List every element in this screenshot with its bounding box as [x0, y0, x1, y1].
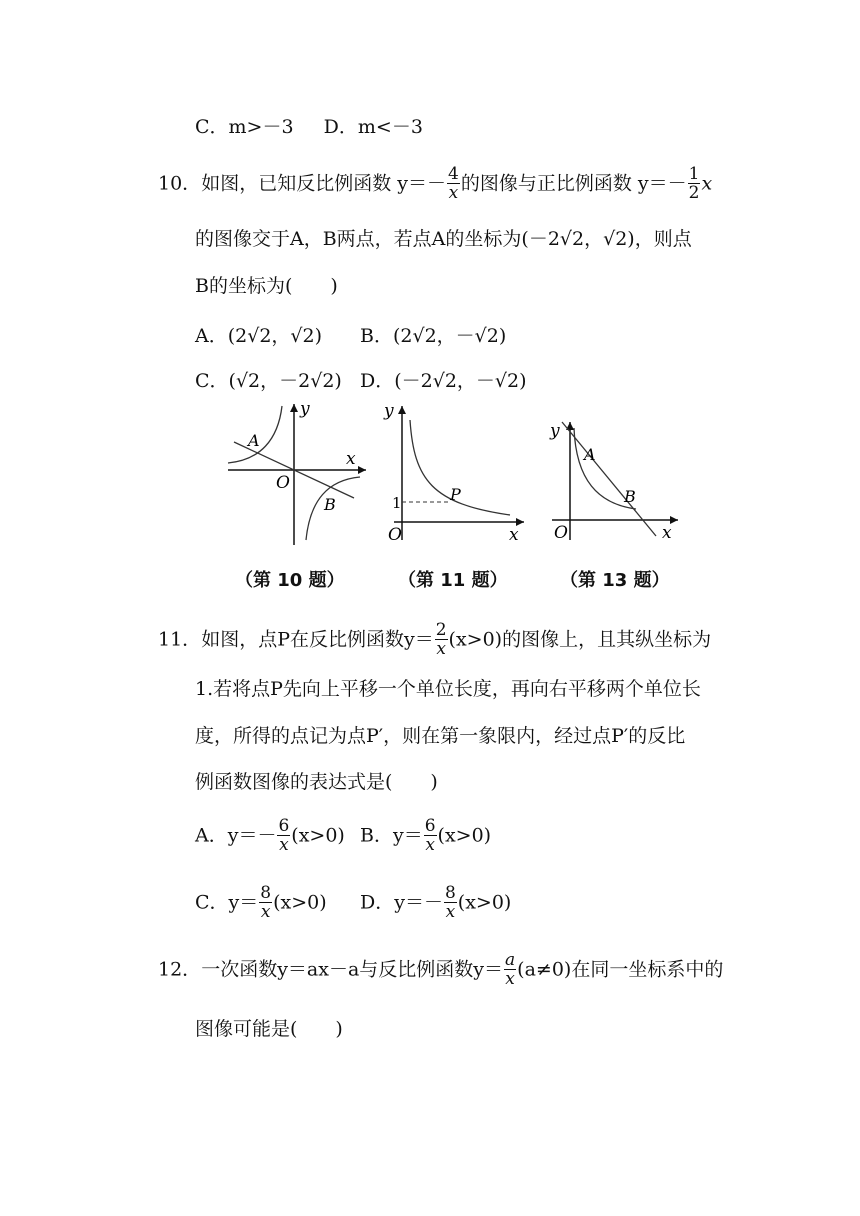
numerator: 8	[444, 883, 456, 903]
q11-option-b	[360, 818, 491, 855]
label-y: y	[550, 421, 560, 441]
q11-text-rest: (x>0)的图像上，且其纵坐标为	[448, 628, 712, 651]
option-suffix: (x>0)	[457, 891, 512, 914]
label-b: B	[624, 487, 636, 506]
y-arrow	[290, 404, 298, 412]
figure-10	[220, 400, 370, 550]
option-suffix: (x>0)	[437, 824, 492, 847]
option-fraction	[277, 818, 290, 855]
denominator: x	[445, 902, 456, 922]
denominator: x	[279, 835, 289, 855]
q9-option-c: C．m>－3	[195, 116, 294, 138]
q11-func-fraction	[435, 622, 448, 659]
label-a: A	[584, 445, 596, 464]
label-o: O	[388, 525, 402, 545]
denominator: x	[425, 835, 435, 855]
numerator: 2	[435, 620, 447, 640]
q10-option-d: D．(－2√2，－√2)	[360, 370, 527, 392]
q11-line3: 度，所得的点记为点P′，则在第一象限内，经过点P′的反比	[195, 725, 686, 747]
line-ab	[562, 422, 656, 536]
q10-option-c: C．(√2，－2√2)	[195, 370, 342, 392]
numerator: a	[505, 950, 516, 970]
numerator: 8	[260, 883, 272, 903]
q11-option-d	[360, 885, 511, 922]
q10-func2-fraction	[688, 166, 701, 203]
q10-text: 如图，已知反比例函数	[201, 172, 392, 195]
label-x: x	[346, 449, 356, 469]
q12-func-lhs: y＝	[473, 958, 504, 981]
q12-line1	[158, 952, 723, 989]
q10-func2-tail: x	[701, 172, 713, 195]
label-x: x	[509, 525, 519, 545]
label-x: x	[662, 523, 672, 543]
option-prefix: B．y＝	[360, 824, 423, 847]
q12-func-fraction	[504, 952, 516, 989]
option-fraction	[444, 885, 457, 922]
q11-option-c	[195, 885, 327, 922]
q9-options	[195, 118, 423, 137]
q10-func1-lhs: y＝－	[397, 172, 446, 195]
label-o: O	[554, 523, 568, 543]
q11-func-lhs: y＝	[403, 628, 434, 651]
q11-line1	[158, 622, 711, 659]
denominator: 2	[688, 183, 700, 203]
q12-text-rest: (a≠0)在同一坐标系中的	[517, 958, 724, 981]
q11-option-a	[195, 818, 345, 855]
denominator: x	[448, 183, 459, 203]
caption-figure-11: （第 11 题）	[398, 570, 508, 591]
label-o: O	[276, 473, 290, 493]
q10-line1	[158, 166, 712, 203]
q10-option-a: A．(2√2，√2)	[195, 325, 323, 347]
option-fraction	[259, 885, 272, 922]
q10-line3: B的坐标为( )	[195, 275, 338, 297]
label-y: y	[384, 401, 394, 421]
q10-func1-fraction	[447, 166, 460, 203]
option-fraction	[424, 818, 437, 855]
option-prefix: A．y＝－	[195, 824, 277, 847]
label-p: P	[450, 485, 461, 504]
denominator: x	[436, 639, 446, 659]
q12-number: 12．	[158, 958, 202, 981]
q9-option-d: D．m<－3	[323, 116, 423, 138]
q11-text: 如图，点P在反比例函数	[201, 628, 404, 651]
q10-option-b: B．(2√2，－√2)	[360, 325, 507, 347]
q10-func2-lhs: y＝－	[637, 172, 687, 195]
label-b: B	[324, 495, 336, 514]
y-arrow	[398, 406, 406, 414]
numerator: 4	[447, 164, 459, 184]
figure-13	[548, 400, 688, 550]
denominator: x	[505, 969, 515, 989]
option-suffix: (x>0)	[291, 824, 345, 847]
denominator: x	[260, 902, 271, 922]
q11-number: 11．	[158, 628, 202, 651]
numerator: 6	[424, 816, 436, 836]
q10-line2: 的图像交于A，B两点，若点A的坐标为(－2√2，√2)，则点	[195, 228, 692, 250]
option-prefix: D．y＝－	[360, 891, 443, 914]
q10-number: 10．	[158, 172, 202, 195]
q12-line2: 图像可能是( )	[195, 1018, 343, 1040]
x-arrow	[358, 466, 366, 474]
q12-text: 一次函数y＝ax－a与反比例函数	[201, 958, 474, 981]
numerator: 1	[688, 164, 700, 184]
numerator: 6	[278, 816, 290, 836]
figure-11	[382, 400, 532, 550]
caption-figure-10: （第 10 题）	[235, 570, 345, 591]
label-y: y	[300, 400, 310, 419]
label-a: A	[248, 431, 260, 450]
q10-text-mid: 的图像与正比例函数	[460, 172, 632, 195]
q11-line2: 1.若将点P先向上平移一个单位长度，再向右平移两个单位长	[195, 678, 701, 700]
q11-line4: 例函数图像的表达式是( )	[195, 771, 438, 793]
caption-figure-13: （第 13 题）	[560, 570, 670, 591]
option-prefix: C．y＝	[195, 891, 259, 914]
label-one: 1	[392, 494, 402, 512]
option-suffix: (x>0)	[273, 891, 327, 914]
